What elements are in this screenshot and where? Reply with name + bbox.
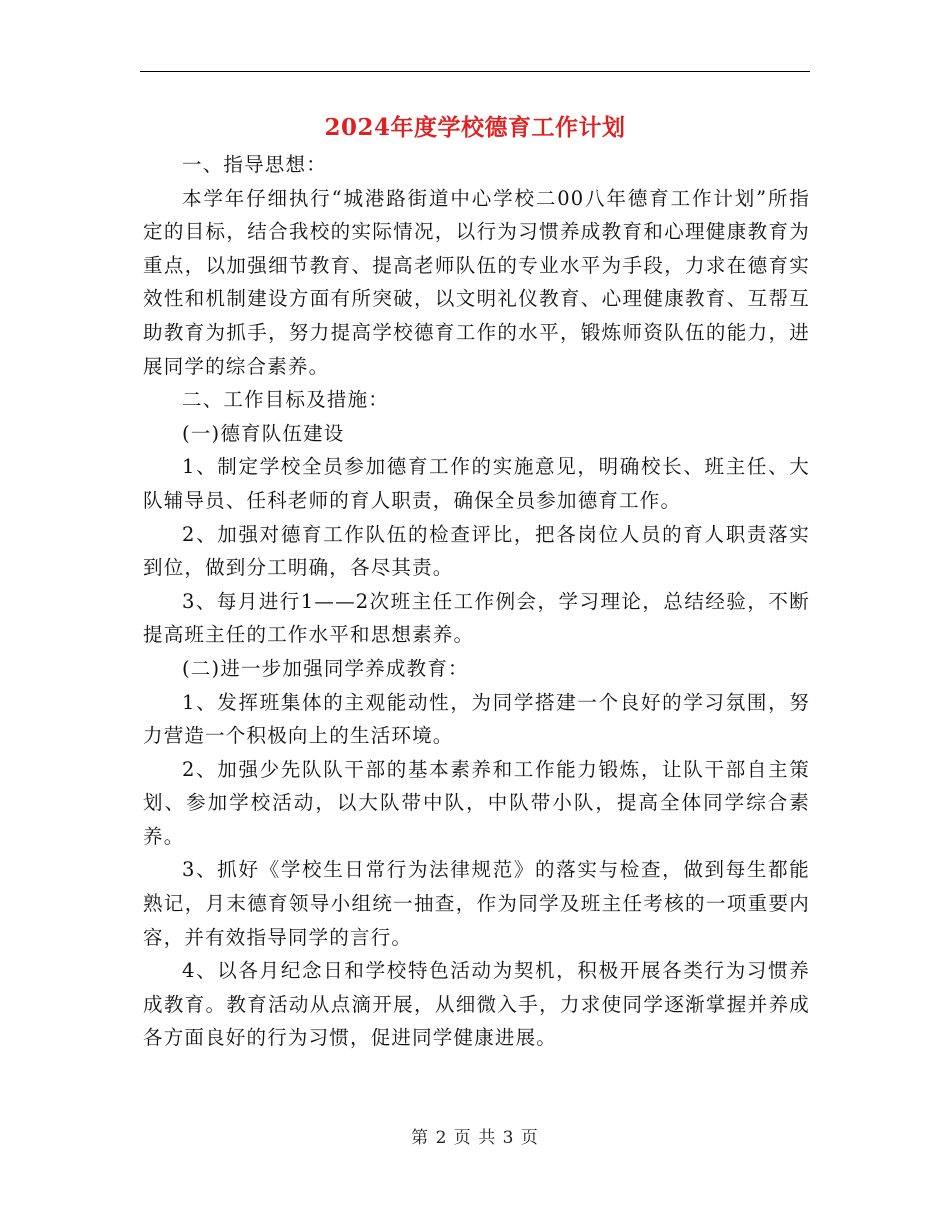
paragraph-team-item-1: 1、制定学校全员参加德育工作的实施意见，明确校长、班主任、大队辅导员、任科老师的育人职责，确保全员参加德育工作。 bbox=[143, 455, 810, 512]
page-number-footer: 第 2 页 共 3 页 bbox=[411, 1128, 539, 1148]
heading-goals-measures: 二、工作目标及措施： bbox=[182, 388, 390, 412]
paragraph-habit-item-4: 4、以各月纪念日和学校特色活动为契机，积极开展各类行为习惯养成教育。教育活动从点滴开展，从细微入手，力求使同学逐渐掌握并养成各方面良好的行为习惯，促进同学健康进展。 bbox=[143, 959, 810, 1050]
paragraph-guiding-thought: 本学年仔细执行“城港路街道中心学校二00八年德育工作计划”所指定的目标，结合我校的实际情况，以行为习惯养成教育和心理健康教育为重点，以加强细节教育、提高老师队伍的专业水平为手段，力求在德育实效性和机制建设方面有所突破，以文明礼仪教育、心理健康教育、互帮互助教育为抓手，努力提高学校德育工作的水平，锻炼师资队伍的能力，进展同学的综合素养。 bbox=[143, 186, 810, 378]
paragraph-habit-item-1: 1、发挥班集体的主观能动性，为同学搭建一个良好的学习氛围，努力营造一个积极向上的生活环境。 bbox=[143, 690, 810, 748]
document-title: 2024年度学校德育工作计划 bbox=[324, 114, 626, 141]
paragraph-team-item-3: 3、每月进行1——2次班主任工作例会，学习理论，总结经验，不断提高班主任的工作水平和思想素养。 bbox=[143, 589, 810, 647]
heading-guiding-thought: 一、指导思想： bbox=[182, 153, 327, 176]
header-rule bbox=[140, 71, 810, 72]
subheading-team-building: (一)德育队伍建设 bbox=[182, 421, 345, 445]
paragraph-habit-item-3: 3、抓好《学校生日常行为法律规范》的落实与检查，做到每生都能熟记，月末德育领导小组统一抽查，作为同学及班主任考核的一项重要内容，并有效指导同学的言行。 bbox=[143, 858, 810, 949]
paragraph-team-item-2: 2、加强对德育工作队伍的检查评比，把各岗位人员的育人职责落实到位，做到分工明确，各尽其责。 bbox=[143, 522, 810, 580]
paragraph-habit-item-2: 2、加强少先队队干部的基本素养和工作能力锻炼，让队干部自主策划、参加学校活动，以大队带中队，中队带小队，提高全体同学综合素养。 bbox=[143, 757, 810, 848]
subheading-habit-education: (二)进一步加强同学养成教育： bbox=[182, 656, 469, 680]
document-body bbox=[143, 148, 810, 1055]
